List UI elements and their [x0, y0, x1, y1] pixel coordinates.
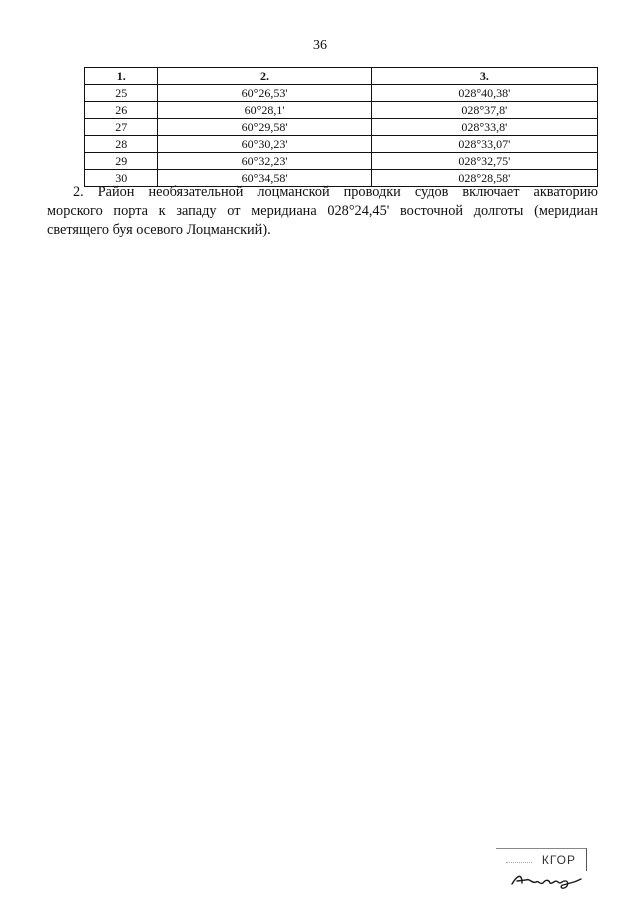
- stamp-label: КГОР: [541, 853, 576, 867]
- point-number-cell: 30: [85, 170, 158, 187]
- table-header-cell: 3.: [371, 68, 597, 85]
- latitude-cell: 60°34,58': [158, 170, 371, 187]
- paragraph-line: морского порта к западу от меридиана 028°24,45' восточной долготы (меридиан: [47, 203, 598, 219]
- table-header-cell: 2.: [158, 68, 371, 85]
- longitude-cell: 028°37,8': [371, 102, 597, 119]
- longitude-cell: 028°28,58': [371, 170, 597, 187]
- registration-stamp: [490, 848, 594, 890]
- latitude-cell: 60°32,23': [158, 153, 371, 170]
- latitude-cell: 60°28,1': [158, 102, 371, 119]
- page-number: 36: [313, 38, 327, 53]
- longitude-cell: 028°33,07': [371, 136, 597, 153]
- latitude-cell: 60°29,58': [158, 119, 371, 136]
- point-number-cell: 27: [85, 119, 158, 136]
- table-row: [85, 136, 598, 153]
- point-number-cell: 29: [85, 153, 158, 170]
- table-header-row: [85, 68, 598, 85]
- point-number-cell: 28: [85, 136, 158, 153]
- handwritten-signature: [508, 868, 584, 890]
- longitude-cell: 028°32,75': [371, 153, 597, 170]
- stamp-faded-text: [506, 856, 532, 863]
- table-row: [85, 102, 598, 119]
- latitude-cell: 60°30,23': [158, 136, 371, 153]
- latitude-cell: 60°26,53': [158, 85, 371, 102]
- paragraph-line: светящего буя осевого Лоцманский).: [47, 222, 271, 238]
- paragraph-line: 2. Район необязательной лоцманской проводки судов включает акваторию: [73, 184, 598, 200]
- coordinates-table: [84, 67, 598, 187]
- table-row: [85, 85, 598, 102]
- pilotage-area-paragraph: [47, 183, 598, 240]
- point-number-cell: 26: [85, 102, 158, 119]
- longitude-cell: 028°33,8': [371, 119, 597, 136]
- point-number-cell: 25: [85, 85, 158, 102]
- table-row: [85, 119, 598, 136]
- longitude-cell: 028°40,38': [371, 85, 597, 102]
- table-row: [85, 153, 598, 170]
- table-header-cell: 1.: [85, 68, 158, 85]
